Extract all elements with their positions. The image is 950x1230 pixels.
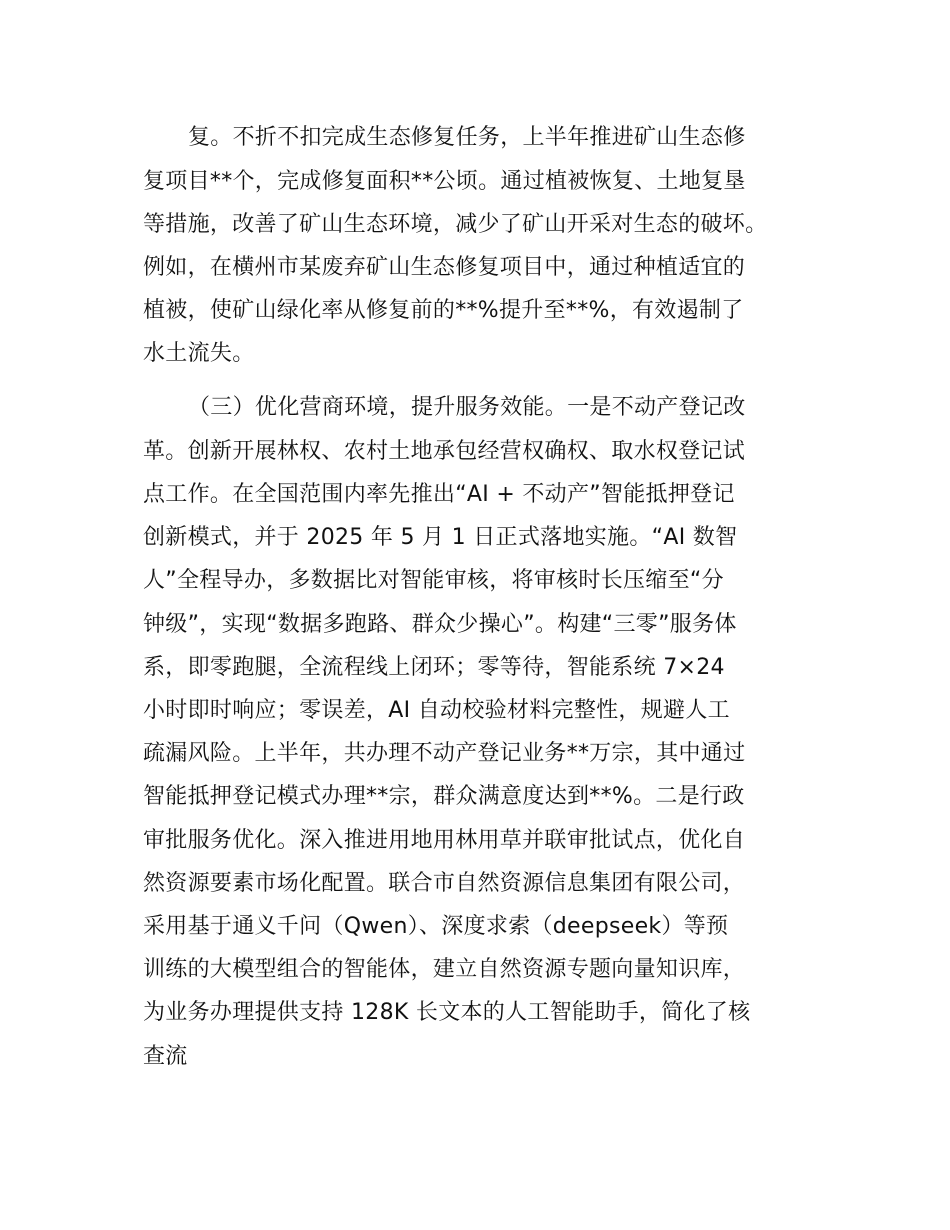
text-line: 训练的大模型组合的智能体，建立自然资源专题向量知识库，: [143, 957, 746, 982]
text-line: 点工作。在全国范围内率先推出“AI + 不动产”智能抵押登记: [143, 482, 735, 507]
text-line: 智能抵押登记模式办理**宗，群众满意度达到**%。二是行政: [143, 784, 745, 809]
text-line: 复。不折不扣完成生态修复任务，上半年推进矿山生态修: [188, 125, 746, 150]
text-line: 钟级”，实现“数据多跑路、群众少操心”。构建“三零”服务体: [143, 612, 737, 637]
text-line: 创新模式，并于 2025 年 5 月 1 日正式落地实施。“AI 数智: [143, 525, 738, 550]
text-line: 审批服务优化。深入推进用地用林用草并联审批试点，优化自: [143, 828, 746, 853]
text-line: 采用基于通义千问（Qwen）、深度求索（deepseek）等预: [143, 914, 729, 939]
text-line: 水土流失。: [143, 341, 255, 366]
text-line: 等措施，改善了矿山生态环境，减少了矿山开采对生态的破坏。: [143, 212, 768, 237]
text-line: 疏漏风险。上半年，共办理不动产登记业务**万宗，其中通过: [143, 741, 746, 766]
text-line: 人”全程导办，多数据比对智能审核，将审核时长压缩至“分: [143, 568, 724, 593]
text-line: 小时即时响应；零误差，AI 自动校验材料完整性，规避人工: [143, 698, 730, 723]
text-line: 然资源要素市场化配置。联合市自然资源信息集团有限公司，: [143, 871, 746, 896]
text-line: 革。创新开展林权、农村土地承包经营权确权、取水权登记试: [143, 439, 746, 464]
text-line: 植被，使矿山绿化率从修复前的**%提升至**%，有效遏制了: [143, 298, 744, 323]
text-line: 查流: [143, 1044, 188, 1069]
text-line: 系，即零跑腿，全流程线上闭环；零等待，智能系统 7×24: [143, 655, 725, 680]
text-line: （三）优化营商环境，提升服务效能。一是不动产登记改: [188, 395, 746, 420]
text-line: 复项目**个，完成修复面积**公顷。通过植被恢复、土地复垦: [143, 169, 746, 194]
text-line: 为业务办理提供支持 128K 长文本的人工智能助手，简化了核: [143, 1000, 751, 1025]
text-line: 例如，在横州市某废弃矿山生态修复项目中，通过种植适宜的: [143, 255, 746, 280]
